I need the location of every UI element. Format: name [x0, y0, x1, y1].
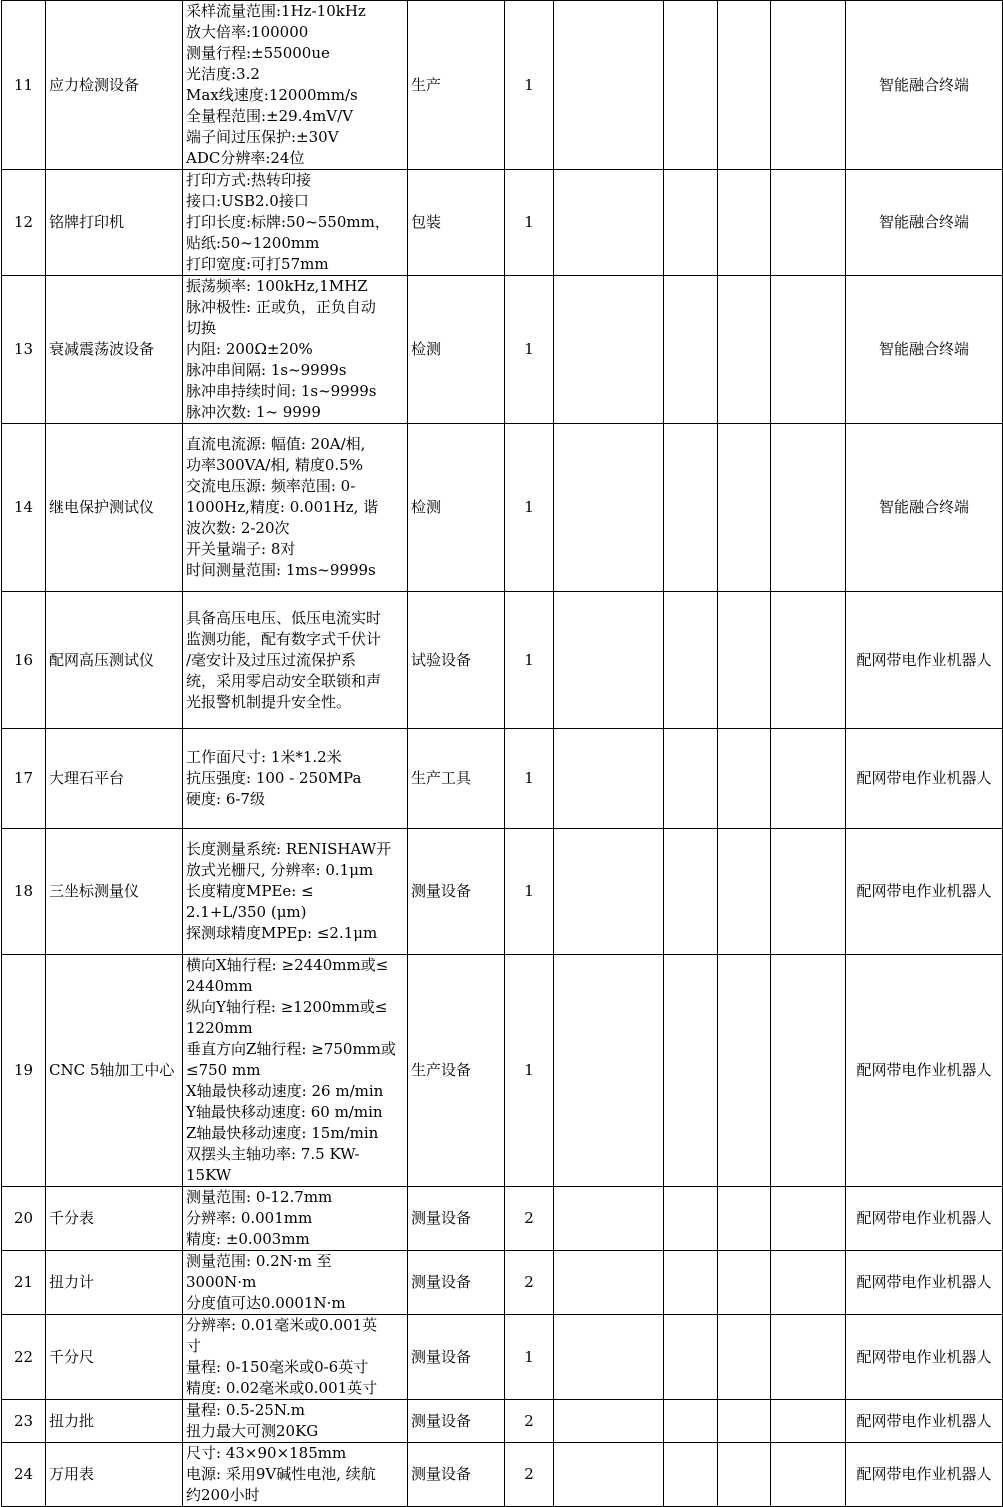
blank-cell: [718, 1315, 771, 1400]
spec-line: 内阻: 200Ω±20%: [186, 340, 313, 358]
spec-line: 1000Hz,精度: 0.001Hz, 谐: [186, 498, 379, 516]
equipment-name: 万用表: [46, 1443, 183, 1507]
blank-cell: [664, 1315, 718, 1400]
blank-cell: [771, 1400, 846, 1443]
table-row: [2, 424, 1003, 592]
quantity-cell: 1: [505, 729, 554, 829]
equipment-table: [1, 0, 1003, 1507]
blank-cell: [718, 1400, 771, 1443]
row-number: 18: [2, 829, 46, 955]
equipment-name: 继电保护测试仪: [46, 424, 183, 592]
spec-line: 统，采用零启动安全联锁和声: [186, 671, 382, 690]
spec-line: 直流电流源: 幅值: 20A/相,: [186, 435, 366, 453]
blank-cell: [718, 1, 771, 170]
blank-cell: [718, 829, 771, 955]
blank-cell: [718, 592, 771, 729]
equipment-name: 大理石平台: [46, 729, 183, 829]
specification-cell: [183, 1315, 408, 1400]
blank-cell: [554, 592, 664, 729]
usage-cell: 测量设备: [408, 829, 505, 955]
usage-cell: 包装: [408, 170, 505, 276]
blank-cell: [554, 1443, 664, 1507]
blank-cell: [771, 829, 846, 955]
usage-cell: 检测: [408, 424, 505, 592]
blank-cell: [554, 729, 664, 829]
usage-cell: 测量设备: [408, 1315, 505, 1400]
blank-cell: [554, 424, 664, 592]
spec-line: 量程: 0.5-25N.m: [186, 1401, 305, 1419]
blank-cell: [664, 1251, 718, 1315]
blank-cell: [664, 276, 718, 424]
spec-line: 贴纸:50~1200mm: [186, 234, 320, 252]
specification-cell: [183, 592, 408, 729]
blank-cell: [664, 592, 718, 729]
spec-line: 测量范围: 0.2N·m 至: [186, 1252, 332, 1270]
blank-cell: [664, 424, 718, 592]
equipment-name: 千分尺: [46, 1315, 183, 1400]
specification-cell: [183, 829, 408, 955]
blank-cell: [771, 1315, 846, 1400]
spec-line: 双摆头主轴功率: 7.5 KW-: [186, 1145, 360, 1163]
row-number: 21: [2, 1251, 46, 1315]
equipment-name: 扭力批: [46, 1400, 183, 1443]
usage-cell: 试验设备: [408, 592, 505, 729]
blank-cell: [771, 424, 846, 592]
quantity-cell: 1: [505, 1315, 554, 1400]
specification-cell: [183, 1251, 408, 1315]
usage-cell: 生产工具: [408, 729, 505, 829]
row-number: 12: [2, 170, 46, 276]
blank-cell: [554, 1, 664, 170]
spec-line: 脉冲串持续时间: 1s~9999s: [186, 382, 377, 400]
table-row: [2, 1187, 1003, 1251]
usage-cell: 测量设备: [408, 1251, 505, 1315]
table-row: [2, 1315, 1003, 1400]
equipment-name: 衰减震荡波设备: [46, 276, 183, 424]
spec-line: 切换: [186, 319, 217, 337]
spec-line: Max线速度:12000mm/s: [186, 86, 358, 104]
blank-cell: [771, 729, 846, 829]
spec-line: 精度: ±0.003mm: [186, 1230, 310, 1248]
spec-line: 分辨率: 0.001mm: [186, 1209, 313, 1227]
spec-line: 光报警机制提升安全性。: [186, 692, 352, 711]
project-cell: 配网带电作业机器人: [846, 955, 1003, 1187]
equipment-name: 配网高压测试仪: [46, 592, 183, 729]
blank-cell: [718, 729, 771, 829]
blank-cell: [664, 1, 718, 170]
specification-cell: [183, 1400, 408, 1443]
quantity-cell: 1: [505, 424, 554, 592]
spec-line: 打印方式:热转印接: [186, 171, 312, 189]
table-row: [2, 1, 1003, 170]
project-cell: 配网带电作业机器人: [846, 1251, 1003, 1315]
blank-cell: [664, 955, 718, 1187]
blank-cell: [554, 829, 664, 955]
table-row: [2, 276, 1003, 424]
row-number: 19: [2, 955, 46, 1187]
spec-line: 时间测量范围: 1ms~9999s: [186, 561, 376, 579]
spec-line: 测量行程:±55000ue: [186, 44, 330, 62]
quantity-cell: 2: [505, 1187, 554, 1251]
blank-cell: [664, 1400, 718, 1443]
spec-line: 波次数: 2-20次: [186, 519, 290, 537]
spec-line: 分度值可达0.0001N·m: [186, 1294, 346, 1312]
spec-line: 长度精度MPEe: ≤: [186, 882, 314, 900]
spec-line: 测量范围: 0-12.7mm: [186, 1188, 333, 1206]
spec-line: 尺寸: 43×90×185mm: [186, 1444, 347, 1462]
spec-line: /毫安计及过压过流保护系: [186, 650, 357, 669]
spec-line: 脉冲极性: 正或负，正负自动: [186, 298, 376, 316]
blank-cell: [771, 1443, 846, 1507]
project-cell: 配网带电作业机器人: [846, 1315, 1003, 1400]
project-cell: 配网带电作业机器人: [846, 1443, 1003, 1507]
spec-line: ≤750 mm: [186, 1061, 261, 1079]
spec-line: Y轴最快移动速度: 60 m/min: [186, 1103, 383, 1121]
row-number: 14: [2, 424, 46, 592]
equipment-name: CNC 5轴加工中心: [46, 955, 183, 1187]
spec-line: 2.1+L/350 (μm): [186, 903, 307, 921]
usage-cell: 测量设备: [408, 1187, 505, 1251]
row-number: 13: [2, 276, 46, 424]
spec-line: 接口:USB2.0接口: [186, 192, 309, 210]
usage-cell: 测量设备: [408, 1400, 505, 1443]
spec-line: 打印长度:标牌:50~550mm，: [186, 213, 390, 231]
blank-cell: [718, 424, 771, 592]
spec-line: 脉冲次数: 1~ 9999: [186, 403, 321, 421]
spec-line: 抗压强度: 100 - 250MPa: [186, 769, 362, 787]
project-cell: 配网带电作业机器人: [846, 729, 1003, 829]
table-row: [2, 170, 1003, 276]
spec-line: 精度: 0.02毫米或0.001英寸: [186, 1379, 378, 1397]
specification-cell: [183, 424, 408, 592]
spec-line: 采样流量范围:1Hz-10kHz: [186, 2, 366, 20]
blank-cell: [554, 170, 664, 276]
spec-line: 长度测量系统: RENISHAW开: [186, 840, 392, 858]
spec-line: 扭力最大可测20KG: [186, 1422, 319, 1440]
usage-cell: 测量设备: [408, 1443, 505, 1507]
table-row: [2, 592, 1003, 729]
quantity-cell: 1: [505, 592, 554, 729]
spec-line: 量程: 0-150毫米或0-6英寸: [186, 1358, 369, 1376]
spec-line: X轴最快移动速度: 26 m/min: [186, 1082, 384, 1100]
blank-cell: [554, 276, 664, 424]
blank-cell: [554, 1315, 664, 1400]
blank-cell: [718, 1187, 771, 1251]
project-cell: 配网带电作业机器人: [846, 592, 1003, 729]
table-row: [2, 1443, 1003, 1507]
blank-cell: [771, 1251, 846, 1315]
row-number: 17: [2, 729, 46, 829]
blank-cell: [554, 1187, 664, 1251]
usage-cell: 检测: [408, 276, 505, 424]
blank-cell: [771, 1, 846, 170]
quantity-cell: 2: [505, 1400, 554, 1443]
spec-line: 分辨率: 0.01毫米或0.001英: [186, 1316, 378, 1334]
quantity-cell: 1: [505, 1, 554, 170]
spec-line: 监测功能，配有数字式千伏计: [186, 629, 382, 648]
project-cell: 配网带电作业机器人: [846, 1400, 1003, 1443]
spec-line: 光洁度:3.2: [186, 65, 260, 83]
spec-line: 探测球精度MPEp: ≤2.1μm: [186, 924, 378, 942]
blank-cell: [771, 170, 846, 276]
project-cell: 智能融合终端: [846, 276, 1003, 424]
equipment-name: 应力检测设备: [46, 1, 183, 170]
blank-cell: [718, 955, 771, 1187]
specification-cell: [183, 1443, 408, 1507]
quantity-cell: 1: [505, 276, 554, 424]
row-number: 23: [2, 1400, 46, 1443]
project-cell: 配网带电作业机器人: [846, 829, 1003, 955]
row-number: 11: [2, 1, 46, 170]
blank-cell: [771, 592, 846, 729]
specification-cell: [183, 1187, 408, 1251]
spec-line: 振荡频率: 100kHz,1MHZ: [186, 277, 368, 295]
quantity-cell: 2: [505, 1443, 554, 1507]
blank-cell: [718, 170, 771, 276]
table-row: [2, 729, 1003, 829]
spec-line: 放式光栅尺, 分辨率: 0.1μm: [186, 861, 374, 879]
spec-line: 功率300VA/相, 精度0.5%: [186, 456, 363, 474]
spec-line: 全量程范围:±29.4mV/V: [186, 107, 353, 125]
specification-cell: [183, 955, 408, 1187]
project-cell: 智能融合终端: [846, 424, 1003, 592]
usage-cell: 生产设备: [408, 955, 505, 1187]
project-cell: 配网带电作业机器人: [846, 1187, 1003, 1251]
blank-cell: [554, 1251, 664, 1315]
spec-line: 交流电压源: 频率范围: 0-: [186, 477, 356, 495]
specification-cell: [183, 1, 408, 170]
blank-cell: [771, 955, 846, 1187]
spec-line: 硬度: 6-7级: [186, 790, 265, 808]
spec-line: 脉冲串间隔: 1s~9999s: [186, 361, 347, 379]
spec-line: 2440mm: [186, 977, 253, 995]
spec-line: 垂直方向Z轴行程: ≥750mm或: [186, 1040, 396, 1058]
blank-cell: [771, 276, 846, 424]
blank-cell: [554, 1400, 664, 1443]
row-number: 22: [2, 1315, 46, 1400]
spec-line: 工作面尺寸: 1米*1.2米: [186, 748, 342, 766]
specification-cell: [183, 170, 408, 276]
spec-line: 开关量端子: 8对: [186, 540, 296, 558]
equipment-name: 铭牌打印机: [46, 170, 183, 276]
usage-cell: 生产: [408, 1, 505, 170]
quantity-cell: 2: [505, 1251, 554, 1315]
specification-cell: [183, 729, 408, 829]
table-row: [2, 955, 1003, 1187]
blank-cell: [664, 170, 718, 276]
row-number: 16: [2, 592, 46, 729]
spec-line: 打印宽度:可打57mm: [186, 255, 329, 273]
spec-line: 端子间过压保护:±30V: [186, 128, 339, 146]
spec-line: Z轴最快移动速度: 15m/min: [186, 1124, 379, 1142]
spec-line: 1220mm: [186, 1019, 253, 1037]
spec-line: 电源: 采用9V碱性电池, 续航: [186, 1465, 376, 1483]
blank-cell: [554, 955, 664, 1187]
blank-cell: [664, 1187, 718, 1251]
equipment-name: 千分表: [46, 1187, 183, 1251]
project-cell: 智能融合终端: [846, 170, 1003, 276]
blank-cell: [664, 1443, 718, 1507]
project-cell: 智能融合终端: [846, 1, 1003, 170]
equipment-name: 三坐标测量仪: [46, 829, 183, 955]
spec-line: 横向X轴行程: ≥2440mm或≤: [186, 956, 389, 974]
blank-cell: [664, 829, 718, 955]
blank-cell: [664, 729, 718, 829]
spec-line: 3000N·m: [186, 1273, 257, 1291]
blank-cell: [718, 1251, 771, 1315]
spec-line: 15KW: [186, 1166, 232, 1184]
table-row: [2, 1251, 1003, 1315]
spec-line: 寸: [186, 1337, 202, 1355]
spec-line: ADC分辨率:24位: [186, 149, 305, 167]
spec-line: 放大倍率:100000: [186, 23, 309, 41]
quantity-cell: 1: [505, 829, 554, 955]
spec-line: 纵向Y轴行程: ≥1200mm或≤: [186, 998, 388, 1016]
table-row: [2, 1400, 1003, 1443]
blank-cell: [771, 1187, 846, 1251]
specification-cell: [183, 276, 408, 424]
quantity-cell: 1: [505, 170, 554, 276]
equipment-name: 扭力计: [46, 1251, 183, 1315]
table-row: [2, 829, 1003, 955]
quantity-cell: 1: [505, 955, 554, 1187]
spec-line: 具备高压电压、低压电流实时: [186, 608, 382, 627]
row-number: 20: [2, 1187, 46, 1251]
spec-line: 约200小时: [186, 1486, 260, 1504]
row-number: 24: [2, 1443, 46, 1507]
blank-cell: [718, 1443, 771, 1507]
blank-cell: [718, 276, 771, 424]
